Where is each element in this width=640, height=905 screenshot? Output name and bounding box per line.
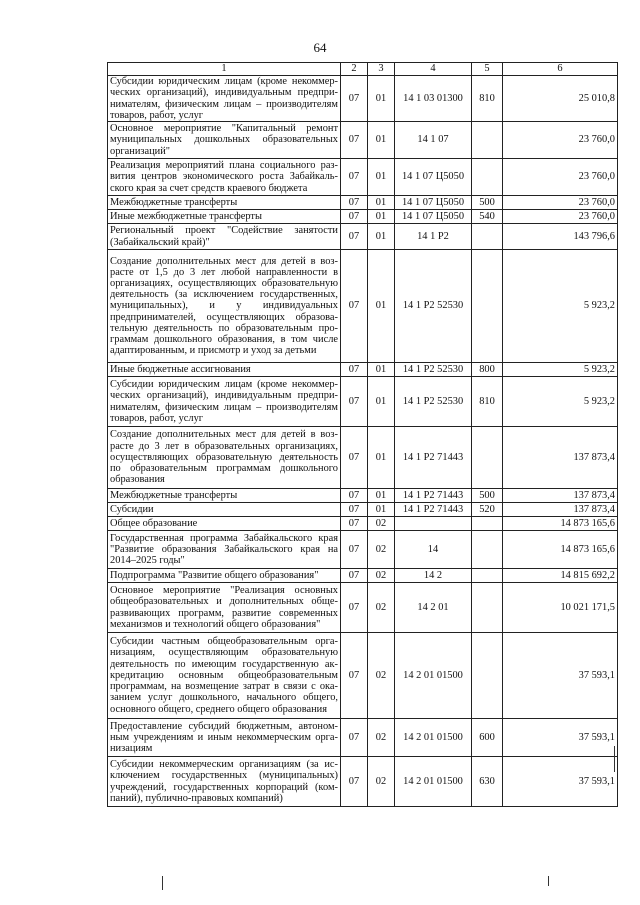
row-description: Основное мероприятие "Капитальный ремонт муниципальных дошкольных образовательных организаций" <box>108 122 341 159</box>
table-row <box>108 757 618 807</box>
row-section: 07 <box>341 224 368 250</box>
row-amount: 14 873 165,6 <box>503 517 618 531</box>
row-amount: 5 923,2 <box>503 363 618 377</box>
row-amount: 14 815 692,2 <box>503 569 618 583</box>
row-expense-type <box>472 517 503 531</box>
row-expense-type: 810 <box>472 377 503 427</box>
row-section: 07 <box>341 363 368 377</box>
row-amount: 37 593,1 <box>503 719 618 757</box>
row-subsection: 02 <box>368 583 395 633</box>
row-subsection: 02 <box>368 757 395 807</box>
budget-table <box>107 62 618 807</box>
row-section: 07 <box>341 76 368 122</box>
row-section: 07 <box>341 210 368 224</box>
row-target-article: 14 1 P2 <box>395 224 472 250</box>
row-target-article: 14 1 07 Ц5050 <box>395 210 472 224</box>
header-cell: 4 <box>395 63 472 76</box>
row-subsection: 02 <box>368 517 395 531</box>
row-section: 07 <box>341 633 368 719</box>
table-row <box>108 196 618 210</box>
row-subsection: 01 <box>368 377 395 427</box>
row-target-article: 14 <box>395 531 472 569</box>
row-description: Иные бюджетные ассигнования <box>108 363 341 377</box>
row-section: 07 <box>341 569 368 583</box>
table-row <box>108 210 618 224</box>
row-description: Иные межбюджетные трансферты <box>108 210 341 224</box>
row-expense-type <box>472 250 503 363</box>
header-cell: 2 <box>341 63 368 76</box>
row-expense-type <box>472 569 503 583</box>
row-expense-type: 600 <box>472 719 503 757</box>
table-row <box>108 250 618 363</box>
row-expense-type: 500 <box>472 489 503 503</box>
row-subsection: 01 <box>368 489 395 503</box>
row-amount: 137 873,4 <box>503 489 618 503</box>
row-subsection: 01 <box>368 122 395 159</box>
row-expense-type <box>472 633 503 719</box>
header-cell: 6 <box>503 63 618 76</box>
row-amount: 23 760,0 <box>503 210 618 224</box>
row-amount: 37 593,1 <box>503 757 618 807</box>
row-expense-type <box>472 159 503 196</box>
row-expense-type <box>472 122 503 159</box>
row-subsection: 02 <box>368 531 395 569</box>
row-expense-type: 630 <box>472 757 503 807</box>
row-amount: 14 873 165,6 <box>503 531 618 569</box>
row-amount: 5 923,2 <box>503 377 618 427</box>
row-expense-type: 520 <box>472 503 503 517</box>
row-subsection: 01 <box>368 76 395 122</box>
row-amount: 143 796,6 <box>503 224 618 250</box>
row-subsection: 02 <box>368 633 395 719</box>
table-row <box>108 583 618 633</box>
row-section: 07 <box>341 531 368 569</box>
row-expense-type <box>472 583 503 633</box>
row-expense-type: 500 <box>472 196 503 210</box>
row-subsection: 01 <box>368 159 395 196</box>
table-row <box>108 377 618 427</box>
row-target-article: 14 2 <box>395 569 472 583</box>
row-subsection: 02 <box>368 569 395 583</box>
row-description: Реализация мероприятий плана социального развития центров экономического роста Забайкальского края за счет средств краевого бюджета <box>108 159 341 196</box>
row-expense-type <box>472 427 503 489</box>
row-target-article: 14 2 01 01500 <box>395 719 472 757</box>
row-amount: 23 760,0 <box>503 196 618 210</box>
row-expense-type <box>472 531 503 569</box>
table-header-row <box>108 63 618 76</box>
row-target-article: 14 1 07 <box>395 122 472 159</box>
row-description: Субсидии юридическим лицам (кроме некоммерческих организаций), индивидуальным предпринимателям, физическим лицам – производителям товаров, работ, услуг <box>108 377 341 427</box>
row-section: 07 <box>341 159 368 196</box>
row-subsection: 02 <box>368 719 395 757</box>
row-description: Субсидии частным общеобразовательным организациям, осуществляющим образовательную деятельность по имеющим государственную аккредитацию основным общеобразовательным программам, на возмещение затрат в связи с оказанием услуг дошкольного, начального общего, основного общего, среднего общего образования <box>108 633 341 719</box>
row-section: 07 <box>341 517 368 531</box>
row-subsection: 01 <box>368 196 395 210</box>
row-target-article <box>395 517 472 531</box>
row-amount: 23 760,0 <box>503 122 618 159</box>
row-description: Основное мероприятие "Реализация основных общеобразовательных и дополнительных общеразвивающих программ, развитие современных механизмов и технологий общего образования" <box>108 583 341 633</box>
table-row <box>108 363 618 377</box>
table-row <box>108 224 618 250</box>
table-row <box>108 569 618 583</box>
row-subsection: 01 <box>368 427 395 489</box>
table-row <box>108 159 618 196</box>
row-description: Подпрограмма "Развитие общего образования" <box>108 569 341 583</box>
header-cell: 3 <box>368 63 395 76</box>
row-section: 07 <box>341 427 368 489</box>
row-section: 07 <box>341 757 368 807</box>
row-target-article: 14 2 01 <box>395 583 472 633</box>
row-amount: 25 010,8 <box>503 76 618 122</box>
table-row <box>108 517 618 531</box>
row-amount: 23 760,0 <box>503 159 618 196</box>
row-description: Субсидии юридическим лицам (кроме некоммерческих организаций), индивидуальным предпринимателям, физическим лицам – производителям товаров, работ, услуг <box>108 76 341 122</box>
row-subsection: 01 <box>368 224 395 250</box>
row-description: Межбюджетные трансферты <box>108 489 341 503</box>
row-target-article: 14 1 03 01300 <box>395 76 472 122</box>
row-description: Субсидии некоммерческим организациям (за исключением государственных (муниципальных) учреждений, государственных корпораций (компаний), публично-правовых компаний) <box>108 757 341 807</box>
row-target-article: 14 2 01 01500 <box>395 633 472 719</box>
row-expense-type <box>472 224 503 250</box>
row-amount: 10 021 171,5 <box>503 583 618 633</box>
row-description: Предоставление субсидий бюджетным, автономным учреждениям и иным некоммерческим организациям <box>108 719 341 757</box>
row-amount: 137 873,4 <box>503 503 618 517</box>
row-expense-type: 800 <box>472 363 503 377</box>
row-target-article: 14 1 P2 71443 <box>395 503 472 517</box>
table-row <box>108 427 618 489</box>
header-cell: 1 <box>108 63 341 76</box>
row-target-article: 14 1 07 Ц5050 <box>395 159 472 196</box>
table-row <box>108 531 618 569</box>
row-target-article: 14 1 P2 52530 <box>395 377 472 427</box>
row-subsection: 01 <box>368 250 395 363</box>
row-section: 07 <box>341 377 368 427</box>
row-subsection: 01 <box>368 210 395 224</box>
table-row <box>108 122 618 159</box>
row-subsection: 01 <box>368 363 395 377</box>
row-description: Общее образование <box>108 517 341 531</box>
header-cell: 5 <box>472 63 503 76</box>
row-amount: 5 923,2 <box>503 250 618 363</box>
row-target-article: 14 1 07 Ц5050 <box>395 196 472 210</box>
scan-mark <box>162 876 163 890</box>
scan-mark <box>548 876 549 886</box>
row-section: 07 <box>341 503 368 517</box>
row-expense-type: 810 <box>472 76 503 122</box>
table-row <box>108 719 618 757</box>
row-description: Субсидии <box>108 503 341 517</box>
table-row <box>108 503 618 517</box>
row-target-article: 14 1 P2 71443 <box>395 427 472 489</box>
row-section: 07 <box>341 250 368 363</box>
row-description: Межбюджетные трансферты <box>108 196 341 210</box>
row-target-article: 14 1 P2 52530 <box>395 363 472 377</box>
row-section: 07 <box>341 719 368 757</box>
row-target-article: 14 2 01 01500 <box>395 757 472 807</box>
row-description: Создание дополнительных мест для детей в возрасте до 3 лет в образовательных организациях, осуществляющих образовательную деятельность по образовательным программам дошкольного образования <box>108 427 341 489</box>
row-amount: 137 873,4 <box>503 427 618 489</box>
table-row <box>108 76 618 122</box>
table-row <box>108 633 618 719</box>
scan-mark <box>614 746 615 772</box>
row-section: 07 <box>341 122 368 159</box>
row-section: 07 <box>341 583 368 633</box>
row-description: Создание дополнительных мест для детей в возрасте от 1,5 до 3 лет любой направленности в организациях, осуществляющих образовательную деятельность (за исключением государственных, муниципальных), и у индивидуальных предпринимателей, осуществляющих образовательную деятельность по образовательным программам дошкольного образования, в том числе адаптированным, и присмотр и уход за детьми <box>108 250 341 363</box>
row-target-article: 14 1 P2 71443 <box>395 489 472 503</box>
row-expense-type: 540 <box>472 210 503 224</box>
row-section: 07 <box>341 196 368 210</box>
row-target-article: 14 1 P2 52530 <box>395 250 472 363</box>
row-description: Региональный проект "Содействие занятости (Забайкальский край)" <box>108 224 341 250</box>
page-number: 64 <box>313 40 327 55</box>
row-amount: 37 593,1 <box>503 633 618 719</box>
row-subsection: 01 <box>368 503 395 517</box>
table-row <box>108 489 618 503</box>
row-description: Государственная программа Забайкальского края "Развитие образования Забайкальского края на 2014–2025 годы" <box>108 531 341 569</box>
row-section: 07 <box>341 489 368 503</box>
